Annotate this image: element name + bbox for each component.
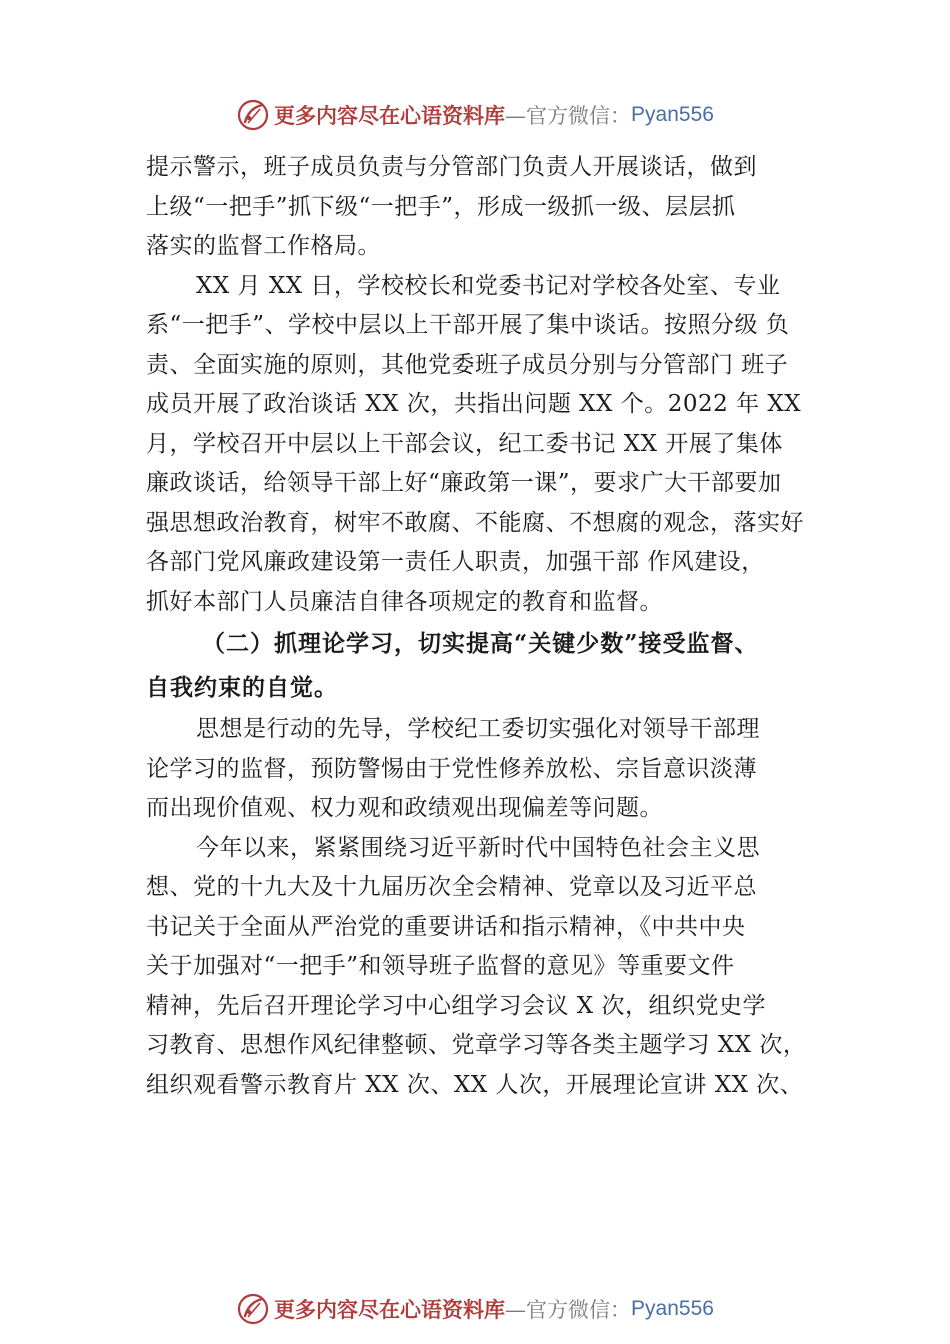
footer-watermark <box>0 1289 950 1329</box>
watermark-grey-text: —官方微信： <box>505 1298 632 1322</box>
text-line: 落实的监督工作格局。 <box>146 233 381 259</box>
logo-icon <box>236 98 270 132</box>
section-heading-cont: 自我约束的自觉。 <box>146 674 338 701</box>
text-line: 想、党的十九大及十九届历次全会精神、党章以及习近平总 <box>146 874 757 900</box>
text-line: 系“一把手”、学校中层以上干部开展了集中谈话。按照分级 负 <box>146 312 790 338</box>
text-line: 廉政谈话，给领导干部上好“廉政第一课”，要求广大干部要加 <box>146 470 782 496</box>
text-line: 组织观看警示教育片 XX 次、XX 人次，开展理论宣讲 XX 次、 <box>146 1071 804 1098</box>
text-line: 强思想政治教育，树牢不敢腐、不能腐、不想腐的观念，落实好 <box>146 509 804 536</box>
text-line: 精神，先后召开理论学习中心组学习会议 X 次，组织党史学 <box>146 992 766 1019</box>
text-line: 习教育、思想作风纪律整顿、党章学习等各类主题学习 XX 次， <box>146 1032 807 1058</box>
text-line: 月，学校召开中层以上干部会议，纪工委书记 XX 开展了集体 <box>146 430 783 457</box>
watermark-grey-text: —官方微信： <box>505 104 632 128</box>
watermark-wechat-id: Pyan556 <box>631 103 714 126</box>
watermark-red-text: 更多内容尽在心语资料库 <box>274 1297 506 1322</box>
text-line: 今年以来，紧紧围绕习近平新时代中国特色社会主义思 <box>196 834 760 861</box>
watermark-red-text: 更多内容尽在心语资料库 <box>274 103 506 128</box>
text-line: 成员开展了政治谈话 XX 次，共指出问题 XX 个。2022 年 XX <box>146 391 802 417</box>
document-body <box>146 148 836 1105</box>
text-line: 而出现价值观、权力观和政绩观出现偏差等问题。 <box>146 795 663 821</box>
section-heading: （二）抓理论学习，切实提高“关键少数”接受监督、 <box>202 630 759 657</box>
text-line: 上级“一把手”抓下级“一把手”，形成一级抓一级、层层抓 <box>146 193 736 220</box>
text-line: 关于加强对“一把手”和领导班子监督的意见》等重要文件 <box>146 953 735 979</box>
text-line: 提示警示，班子成员负责与分管部门负责人开展谈话，做到 <box>146 154 757 180</box>
text-line: 论学习的监督，预防警惕由于党性修养放松、宗旨意识淡薄 <box>146 755 757 782</box>
text-line: 思想是行动的先导，学校纪工委切实强化对领导干部理 <box>196 716 760 742</box>
header-watermark <box>0 95 950 135</box>
watermark-wechat-id: Pyan556 <box>631 1297 714 1320</box>
text-line: 书记关于全面从严治党的重要讲话和指示精神，《中共中央 <box>146 913 746 940</box>
text-line: XX 月 XX 日，学校校长和党委书记对学校各处室、专业 <box>196 272 781 299</box>
text-line: 抓好本部门人员廉洁自律各项规定的教育和监督。 <box>146 588 663 615</box>
logo-icon <box>236 1292 270 1326</box>
text-line: 责、全面实施的原则，其他党委班子成员分别与分管部门 班子 <box>146 351 789 378</box>
text-line: 各部门党风廉政建设第一责任人职责，加强干部 作风建设， <box>146 549 765 575</box>
